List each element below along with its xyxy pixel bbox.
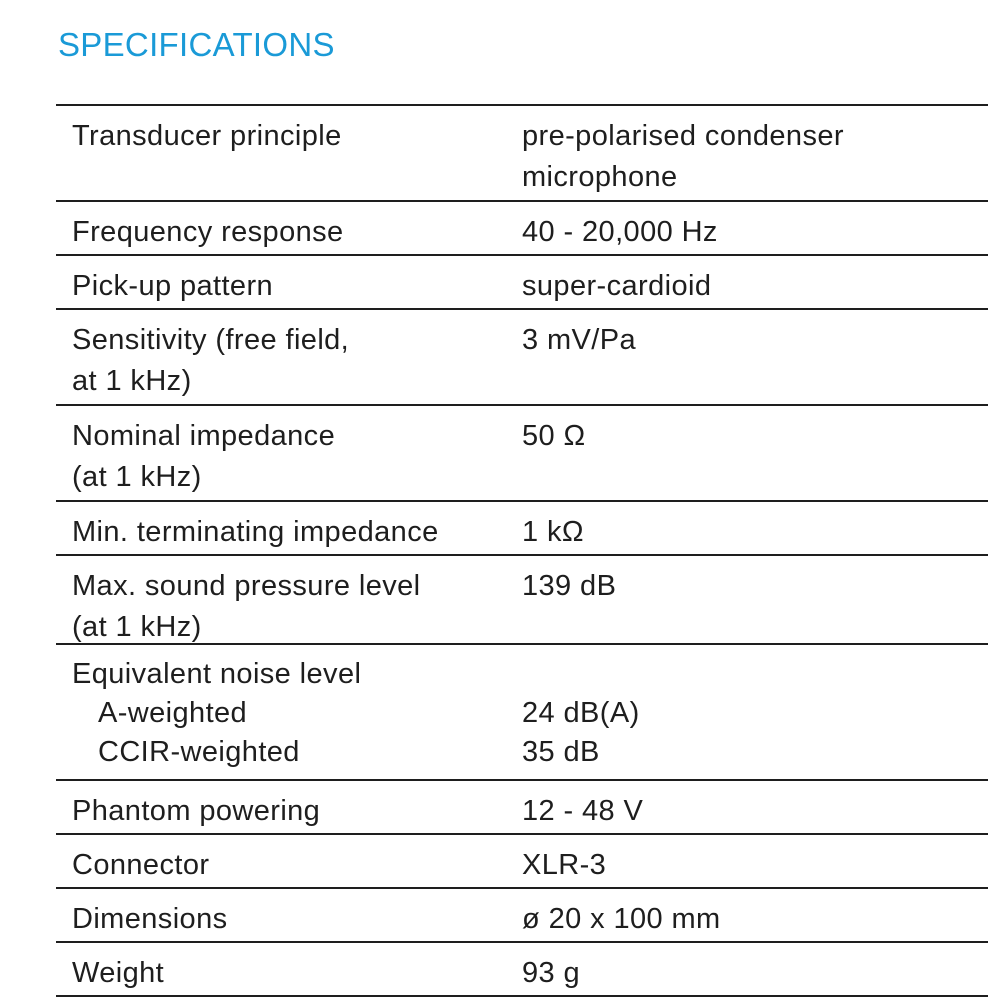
spec-label: Min. terminating impedance <box>72 516 439 548</box>
spec-value: 3 mV/Pa <box>522 324 637 356</box>
spec-row-max-sound-pressure-level <box>56 556 988 645</box>
spec-label: Nominal impedance (at 1 kHz) <box>72 420 336 493</box>
spec-label: Weight <box>72 957 165 989</box>
spec-value: 1 kΩ <box>522 516 584 548</box>
spec-row-weight <box>56 943 988 997</box>
page-title: SPECIFICATIONS <box>58 26 335 63</box>
spec-value: pre-polarised condenser microphone <box>522 120 844 193</box>
spec-value: 40 - 20,000 Hz <box>522 216 718 248</box>
spec-value: super-cardioid <box>522 270 712 302</box>
spec-value: 24 dB(A) 35 dB <box>522 697 640 768</box>
spec-label: Max. sound pressure level (at 1 kHz) <box>72 570 421 643</box>
spec-label: Connector <box>72 849 210 881</box>
spec-value: ø 20 x 100 mm <box>522 903 721 935</box>
spec-row-sensitivity <box>56 310 988 406</box>
spec-row-frequency-response <box>56 202 988 256</box>
spec-row-equivalent-noise-level <box>56 645 988 781</box>
spec-value: 12 - 48 V <box>522 795 644 827</box>
spec-label: Transducer principle <box>72 120 342 152</box>
spec-row-min-terminating-impedance <box>56 502 988 556</box>
spec-value: XLR-3 <box>522 849 607 881</box>
spec-row-nominal-impedance <box>56 406 988 502</box>
spec-row-pick-up-pattern <box>56 256 988 310</box>
spec-label: Pick-up pattern <box>72 270 274 302</box>
spec-label: Sensitivity (free field, at 1 kHz) <box>72 324 350 397</box>
spec-label: Dimensions <box>72 903 228 935</box>
spec-row-dimensions <box>56 889 988 943</box>
spec-label: Frequency response <box>72 216 344 248</box>
spec-row-phantom-powering <box>56 781 988 835</box>
spec-value: 139 dB <box>522 570 617 602</box>
spec-row-connector <box>56 835 988 889</box>
spec-value: 93 g <box>522 957 581 989</box>
specifications-table <box>56 104 988 997</box>
spec-row-transducer-principle <box>56 106 988 202</box>
spec-label: Phantom powering <box>72 795 321 827</box>
spec-value: 50 Ω <box>522 420 586 452</box>
spec-label: Equivalent noise level A-weighted CCIR-weighted <box>72 658 362 768</box>
